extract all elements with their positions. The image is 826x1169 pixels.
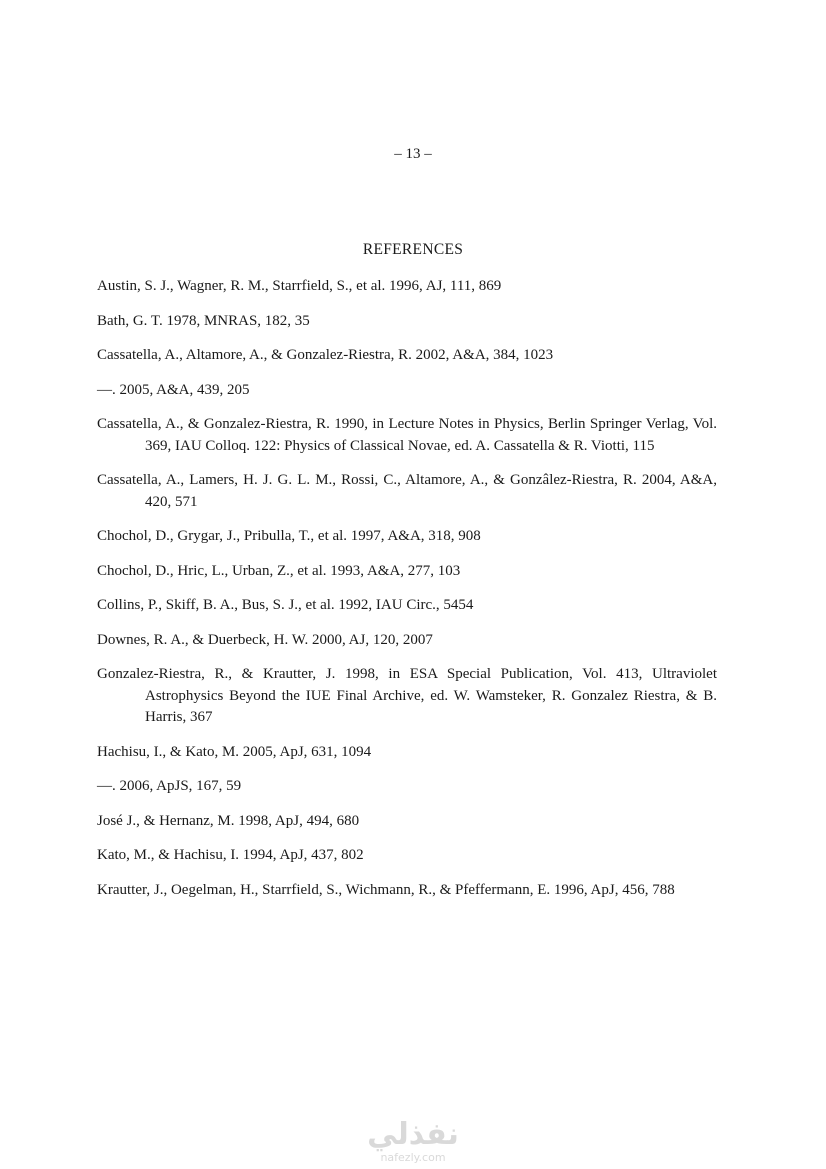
reference-item: Krautter, J., Oegelman, H., Starrfield, S., Wichmann, R., & Pfeffermann, E. 1996, ApJ, 456, 788: [97, 881, 675, 898]
reference-item: Downes, R. A., & Duerbeck, H. W. 2000, AJ, 120, 2007: [97, 631, 433, 648]
reference-item: Hachisu, I., & Kato, M. 2005, ApJ, 631, 1094: [97, 743, 372, 760]
reference-item: Collins, P., Skiff, B. A., Bus, S. J., et al. 1992, IAU Circ., 5454: [97, 597, 474, 613]
reference-item: Kato, M., & Hachisu, I. 1994, ApJ, 437, 802: [97, 847, 364, 863]
reference-item: Gonzalez-Riestra, R., & Krautter, J. 1998, in ESA Special Publication, Vol. 413, Ultraviolet Astrophysics Beyond the IUE Final Archive, ed. W. Wamsteker, R. Gonzalez Riestra, & B. Harris, 367: [97, 666, 717, 725]
reference-item: Austin, S. J., Wagner, R. M., Starrfield, S., et al. 1996, AJ, 111, 869: [97, 278, 502, 294]
reference-item: Bath, G. T. 1978, MNRAS, 182, 35: [97, 312, 310, 329]
section-title-references: REFERENCES: [362, 241, 464, 258]
reference-item: —. 2006, ApJS, 167, 59: [97, 778, 242, 794]
watermark-arabic-text: نفذلي: [367, 1117, 459, 1152]
reference-item: José J., & Hernanz, M. 1998, ApJ, 494, 680: [97, 812, 360, 829]
reference-item: Chochol, D., Grygar, J., Pribulla, T., et al. 1997, A&A, 318, 908: [97, 528, 481, 544]
reference-item: Chochol, D., Hric, L., Urban, Z., et al. 1993, A&A, 277, 103: [97, 562, 461, 579]
reference-list: [97, 276, 717, 914]
reference-item: Cassatella, A., & Gonzalez-Riestra, R. 1990, in Lecture Notes in Physics, Berlin Springer Verlag, Vol. 369, IAU Colloq. 122: Physics of Classical Novae, ed. A. Cassatella & R. Viotti, 115: [97, 416, 717, 454]
reference-item: Cassatella, A., Lamers, H. J. G. L. M., Rossi, C., Altamore, A., & Gonzâlez-Riestra, R. 2004, A&A, 420, 571: [97, 472, 717, 510]
reference-item: —. 2005, A&A, 439, 205: [97, 381, 250, 398]
watermark-url-text: nafezly.com: [380, 1151, 446, 1164]
reference-item: Cassatella, A., Altamore, A., & Gonzalez-Riestra, R. 2002, A&A, 384, 1023: [97, 347, 554, 363]
page-number: – 13 –: [394, 146, 432, 162]
watermark-logo: [353, 1118, 473, 1168]
